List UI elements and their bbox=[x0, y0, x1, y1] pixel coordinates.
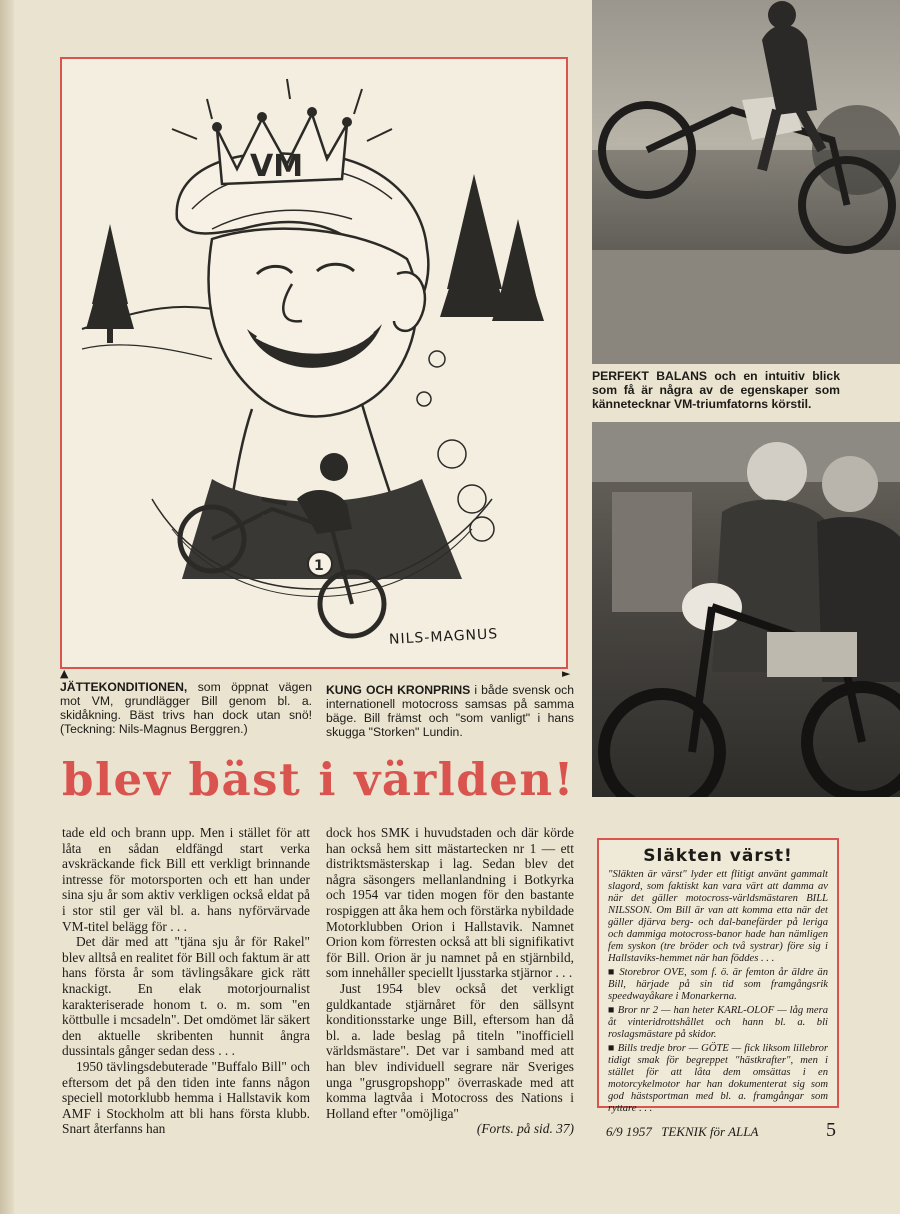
article-paragraph: 1950 tävlingsdebuterade "Buffalo Bill" och eftersom det på den tiden inte fanns någon speciell motorklubb hemma i Hallstavik kom AMF i Stockholm att bli hans första klubb. Snart återfanns han bbox=[62, 1058, 310, 1137]
article-paragraph: Just 1954 blev också det verkligt guldkantade stjärnåret för den sällsynt konditionsstarke unge Bill, eftersom han då bl. a. lade beslag på titeln "inofficiell världsmästare". Det var i samband med att han blev individuell segrare när Sveriges unga "grusgropshopp" överraskade med att komma lagtvåa i Motocross des Nations i Holland efter "omöjliga" bbox=[326, 980, 574, 1121]
photo-bill-and-storken bbox=[592, 422, 900, 797]
caption-kung-body: i både svensk och internationell motocross samsas på samma bäge. Bill främst och "som vanligt" i hans skugga "Storken" Lundin. bbox=[326, 683, 574, 739]
page-footer bbox=[606, 1124, 846, 1140]
photo-rider-jump bbox=[592, 0, 900, 364]
article-paragraph: dock hos SMK i huvudstaden och där körde han också hem sitt mästartecken nr 1 — ett distriktsmästerskap i lag. Sedan blev det några säsongers mellanlandning i Botkyrka och 1954 var tiden mogen för den bastante rospiggen att åka hem och förstärka nybildade Motorklubben Orion i Hallstavik. Namnet Orion kom förresten också att bli signifikativt för Bill. Orion är ju namnet på en stjärnbild, som innehåller speciellt ljusstarka stjärnor . . . bbox=[326, 825, 574, 981]
sidebar-paragraph: ■ Bror nr 2 — han heter KARL-OLOF — låg mera åt vinteridrottshållet och hann bl. a. bli roslagsmästare på skidor. bbox=[608, 1005, 828, 1040]
caricature-illustration bbox=[60, 57, 568, 669]
article-column-1 bbox=[62, 825, 310, 1137]
bike-number: 1 bbox=[314, 558, 324, 574]
magazine-name: TEKNIK för ALLA bbox=[661, 1124, 759, 1139]
continued-note: (Forts. på sid. 37) bbox=[476, 1121, 574, 1137]
caption-kung-och-kronprins bbox=[326, 683, 574, 739]
crown-text: VM bbox=[250, 149, 304, 184]
sidebar-title: Släkten värst! bbox=[643, 846, 793, 866]
page-number: 5 bbox=[826, 1119, 836, 1141]
caption-arrow-up-icon: ▲ bbox=[60, 667, 69, 680]
issue-date: 6/9 1957 bbox=[606, 1124, 652, 1139]
caption-jattekonditionen bbox=[60, 680, 312, 736]
caption-arrow-right-icon: ► bbox=[562, 667, 571, 680]
sidebar-paragraph: ■ Storebror OVE, som f. ö. är femton år äldre än Bill, härjade på sin tid som framgångsrik speedwayåkare i Monarkerna. bbox=[608, 967, 828, 1002]
sidebar-paragraph: ■ Bills tredje bror — GÖTE — fick liksom lillebror tidigt smak för begreppet "hästkrafter", men i stället för att låta dem omsättas i en motorcykelmotor har han dokumenterat sig som god hästsportman med bl. a. framgångar som ryttare . . . bbox=[608, 1043, 828, 1114]
page-gutter bbox=[0, 0, 14, 1214]
trees-right-icon bbox=[440, 174, 544, 321]
article-headline: blev bäst i världen! bbox=[62, 753, 575, 806]
article-column-2 bbox=[326, 825, 574, 1137]
caption-jatte-lead: JÄTTEKONDITIONEN, bbox=[60, 680, 188, 694]
caption-balans: PERFEKT BALANS och en intuitiv blick som få är några av de egenskaper som kännetecknar VM-triumfatorns körstil. bbox=[592, 369, 840, 411]
illustration-signature: NILS-MAGNUS bbox=[388, 626, 499, 648]
sidebar-text bbox=[608, 869, 828, 1115]
crown-icon bbox=[212, 107, 352, 184]
caption-jatte-body: som öppnat vägen mot VM, grundlägger Bill genom bl. a. skidåkning. Bäst trivs han dock utan snö! (Teckning: Nils-Magnus Berggren.) bbox=[60, 680, 312, 736]
sidebar-paragraph: "Släkten är värst" lyder ett flitigt använt gammalt slagord, som faktiskt kan vara värt att damma av när det gäller motocross-världsmästaren BILL NILSSON. Om Bill är van att komma etta när det gäller djärva berg- och dal-banefärder på leriga och dammiga motocross-banor hade han nämligen fem syskon (tre bröder och två systrar) före sig i Hallstaviks-hemmet när han föddes . . . bbox=[608, 869, 828, 964]
article-paragraph: Det där med att "tjäna sju år för Rakel" blev alltså en realitet för Bill och faktum är att hans första år som tävlingsåkare gick rätt knackigt. En elak motorjournalist karakteriserade honom t. o. m. som "en köttbulle i mcsadeln". Det omdömet lär säkert den aktuelle skribenten hunnit ångra dussintals gånger sedan dess . . . bbox=[62, 934, 311, 1059]
article-paragraph: tade eld och brann upp. Men i stället för att låta en sådan eldfängd start verka avskräckande fick Bill ett verkligt brinnande intresse för motorsporten och ett han under sina sju år som aktiv verkligen också eldat på i stor stil ger väl bl. a. hans nyförvärvade VM-titel belägg för . . . bbox=[62, 825, 310, 934]
sidebar-slakten-varst bbox=[597, 838, 839, 1114]
caption-kung-lead: KUNG OCH KRONPRINS bbox=[326, 683, 471, 697]
caricature-drawing bbox=[62, 59, 566, 667]
